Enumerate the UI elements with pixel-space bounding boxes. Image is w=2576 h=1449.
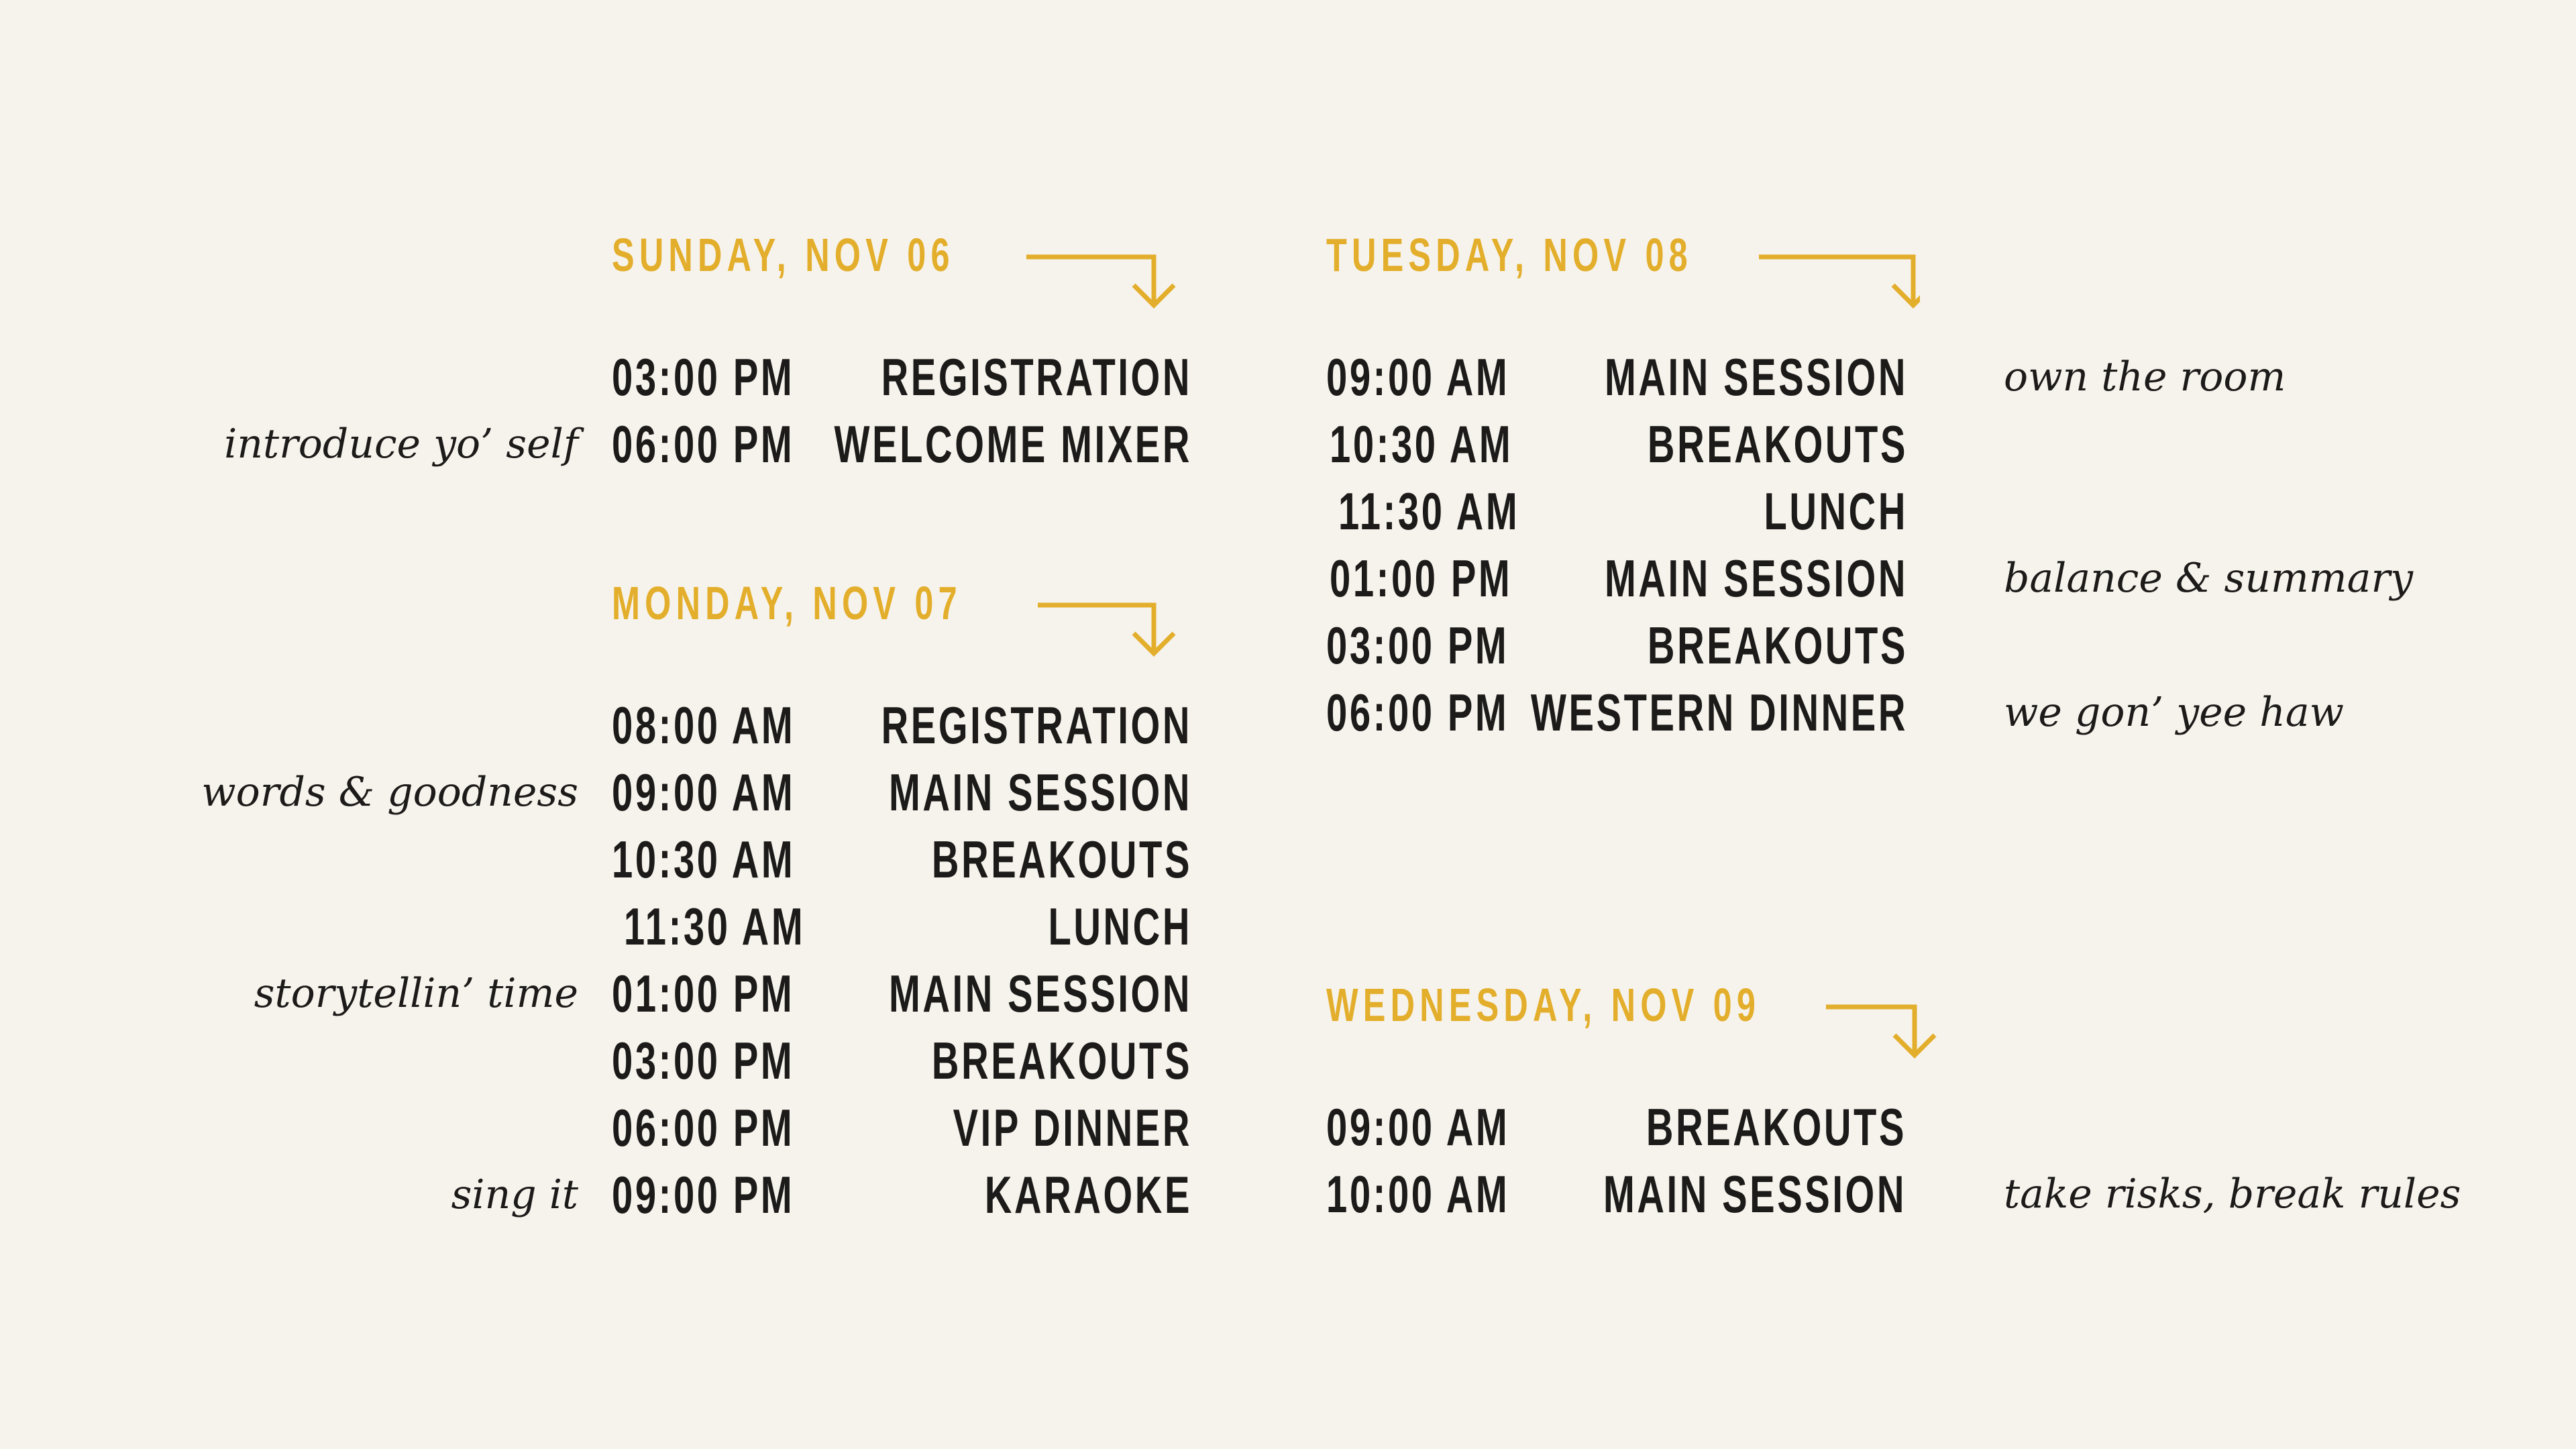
event: MAIN SESSION (889, 964, 1192, 1023)
schedule-row (612, 343, 1283, 411)
schedule-row (612, 1027, 1283, 1094)
note: words & goodness (201, 769, 578, 816)
event: LUNCH (1048, 897, 1192, 956)
schedule-row (1326, 343, 2286, 411)
schedule-row (612, 692, 1283, 759)
time: 09:00 AM (1326, 1097, 1510, 1157)
right-then-down-arrow-icon (1038, 578, 1199, 662)
event: BREAKOUTS (1647, 616, 1908, 675)
time: 06:00 PM (1326, 683, 1509, 742)
event: BREAKOUTS (1646, 1097, 1907, 1157)
time: 01:00 PM (612, 964, 795, 1023)
event: MAIN SESSION (1605, 549, 1908, 608)
time: 01:00 PM (1330, 549, 1513, 608)
time: 06:00 PM (612, 1098, 795, 1157)
event: KARAOKE (984, 1165, 1192, 1224)
event: MAIN SESSION (1605, 347, 1908, 407)
note: balance & summary (2004, 555, 2414, 602)
event: BREAKOUTS (931, 830, 1192, 889)
note: introduce yo’ self (224, 421, 578, 468)
note: take risks, break rules (2004, 1171, 2461, 1218)
schedule-row (1326, 545, 2414, 612)
schedule-row (1326, 612, 1997, 679)
schedule-row (612, 826, 1283, 893)
note: own the room (2004, 354, 2286, 400)
day-title: MONDAY, NOV 07 (612, 577, 962, 629)
time: 10:30 AM (612, 830, 796, 889)
event: BREAKOUTS (1647, 415, 1908, 474)
right-then-down-arrow-icon (1026, 230, 1187, 314)
time: 03:00 PM (612, 1031, 795, 1090)
time: 03:00 PM (612, 347, 795, 407)
time: 10:30 AM (1330, 415, 1513, 474)
time: 11:30 AM (624, 897, 806, 956)
note: we gon’ yee haw (2004, 689, 2345, 736)
day-monday (201, 573, 1283, 1257)
time: 08:00 AM (612, 696, 796, 755)
event: WESTERN DINNER (1530, 683, 1908, 742)
schedule-row (201, 759, 1283, 826)
schedule-row (1326, 411, 1997, 478)
day-title: SUNDAY, NOV 06 (612, 229, 955, 281)
time: 03:00 PM (1326, 616, 1509, 675)
time: 09:00 AM (612, 763, 796, 822)
schedule-row (1326, 1161, 2461, 1228)
time: 06:00 PM (612, 415, 795, 474)
day-title: TUESDAY, NOV 08 (1326, 229, 1693, 281)
day-header (612, 573, 1283, 667)
right-then-down-arrow-icon (1826, 980, 1987, 1064)
day-header (1326, 975, 1997, 1069)
day-header (612, 225, 1283, 319)
event: WELCOME MIXER (834, 415, 1192, 474)
event: MAIN SESSION (1603, 1165, 1907, 1224)
schedule-row (451, 1161, 1283, 1228)
event: REGISTRATION (881, 696, 1192, 755)
day-title: WEDNESDAY, NOV 09 (1326, 979, 1761, 1031)
time: 10:00 AM (1326, 1165, 1510, 1224)
event: REGISTRATION (881, 347, 1192, 407)
schedule-row (1326, 1093, 1997, 1161)
schedule-row (1326, 679, 2345, 746)
event: MAIN SESSION (889, 763, 1192, 822)
event: LUNCH (1764, 482, 1908, 541)
schedule-row (1326, 478, 1997, 545)
day-tuesday (1326, 225, 2414, 775)
schedule-row (612, 893, 1283, 960)
schedule-row (224, 411, 1283, 478)
time: 11:30 AM (1338, 482, 1520, 541)
schedule-row (254, 960, 1283, 1027)
day-wednesday (1326, 975, 2461, 1256)
time: 09:00 AM (1326, 347, 1510, 407)
event: BREAKOUTS (931, 1031, 1192, 1090)
day-sunday (224, 225, 1283, 493)
note: storytellin’ time (254, 970, 578, 1017)
right-then-down-arrow-icon (1759, 230, 1920, 314)
note: sing it (451, 1171, 578, 1218)
event: VIP DINNER (953, 1098, 1192, 1157)
schedule-row (612, 1094, 1283, 1161)
time: 09:00 PM (612, 1165, 795, 1224)
day-header (1326, 225, 1997, 319)
